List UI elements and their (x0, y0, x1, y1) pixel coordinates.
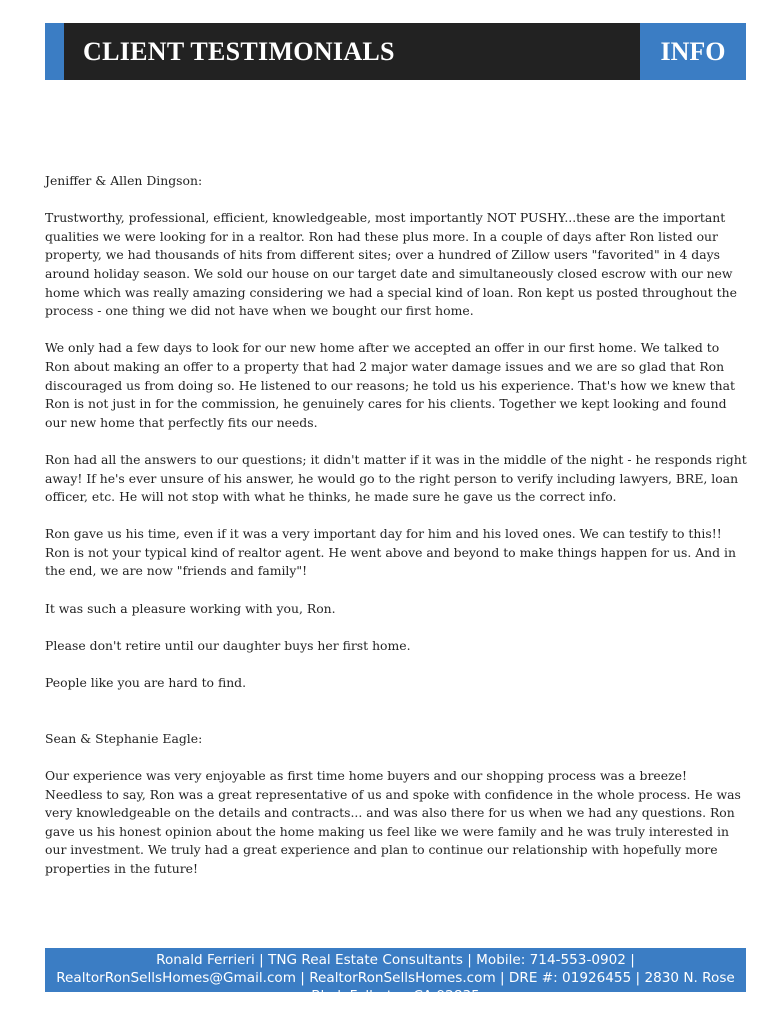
page-title: CLIENT TESTIMONIALS (64, 23, 640, 80)
contact-footer (45, 948, 746, 1004)
testimonial-paragraph: Trustworthy, professional, efficient, knowledgeable, most importantly NOT PUSHY...these are the important qualities we were looking for in a realtor. Ron had these plus more. In a couple of days after Ron listed our property, we had thousands of hits from different sites; over a hundred of Zillow users "favorited" in 4 days around holiday season. We sold our house on our target date and simultaneously closed escrow with our new home which was really amazing considering we had a special kind of loan. Ron kept us posted throughout the process - one thing we did not have when we bought our first home. (45, 210, 737, 319)
testimonial-author: Sean & Stephanie Eagle: (45, 730, 203, 746)
footer-contact-text: Ronald Ferrieri | TNG Real Estate Consultants | Mobile: 714-553-0902 | RealtorRonSellsHomes@Gmail.com | RealtorRonSellsHomes.com | DRE #: 01926455 | 2830 N. Rose Blvd, Fullerton CA 92835 (56, 952, 735, 1004)
page-header (45, 23, 746, 80)
info-tag: INFO (640, 23, 746, 80)
testimonial-paragraph: Our experience was very enjoyable as first time home buyers and our shopping process was a breeze! Needless to say, Ron was a great representative of us and spoke with confidence in the whole process. He was very knowledgeable on the details and contracts... and was also there for us when we had any questions. Ron gave us his honest opinion about the home making us feel like we were family and he was truly interested in our investment. We truly had a great experience and plan to continue our relationship with hopefully more properties in the future! (45, 768, 741, 876)
testimonial-paragraph: It was such a pleasure working with you, Ron. (45, 600, 336, 616)
testimonial-paragraph: People like you are hard to find. (45, 675, 247, 691)
testimonials-body (45, 172, 747, 897)
section-spacer (45, 711, 747, 730)
testimonial-paragraph: Ron gave us his time, even if it was a very important day for him and his loved ones. We can testify to this!! Ron is not your typical kind of realtor agent. He went above and beyond to make things happen for us. And in the end, we are now "friends and family"! (45, 526, 736, 579)
testimonial-paragraph: Ron had all the answers to our questions; it didn't matter if it was in the middle of the night - he responds right away! If he's ever unsure of his answer, he would go to the right person to verify including lawyers, BRE, loan officer, etc. He will not stop with what he thinks, he made sure he gave us the correct info. (45, 451, 747, 505)
header-accent-bar (45, 23, 64, 80)
testimonial-author: Jeniffer & Allen Dingson: (45, 173, 203, 188)
testimonial-paragraph: Please don't retire until our daughter buys her first home. (45, 637, 411, 653)
testimonial-paragraph: We only had a few days to look for our new home after we accepted an offer in our first home. We talked to Ron about making an offer to a property that had 2 major water damage issues and we are so glad that Ron discouraged us from doing so. He listened to our reasons; he told us his experience. That's how we knew that Ron is not just in for the commission, he genuinely cares for his clients. Together we kept looking and found our new home that perfectly fits our needs. (45, 340, 735, 430)
